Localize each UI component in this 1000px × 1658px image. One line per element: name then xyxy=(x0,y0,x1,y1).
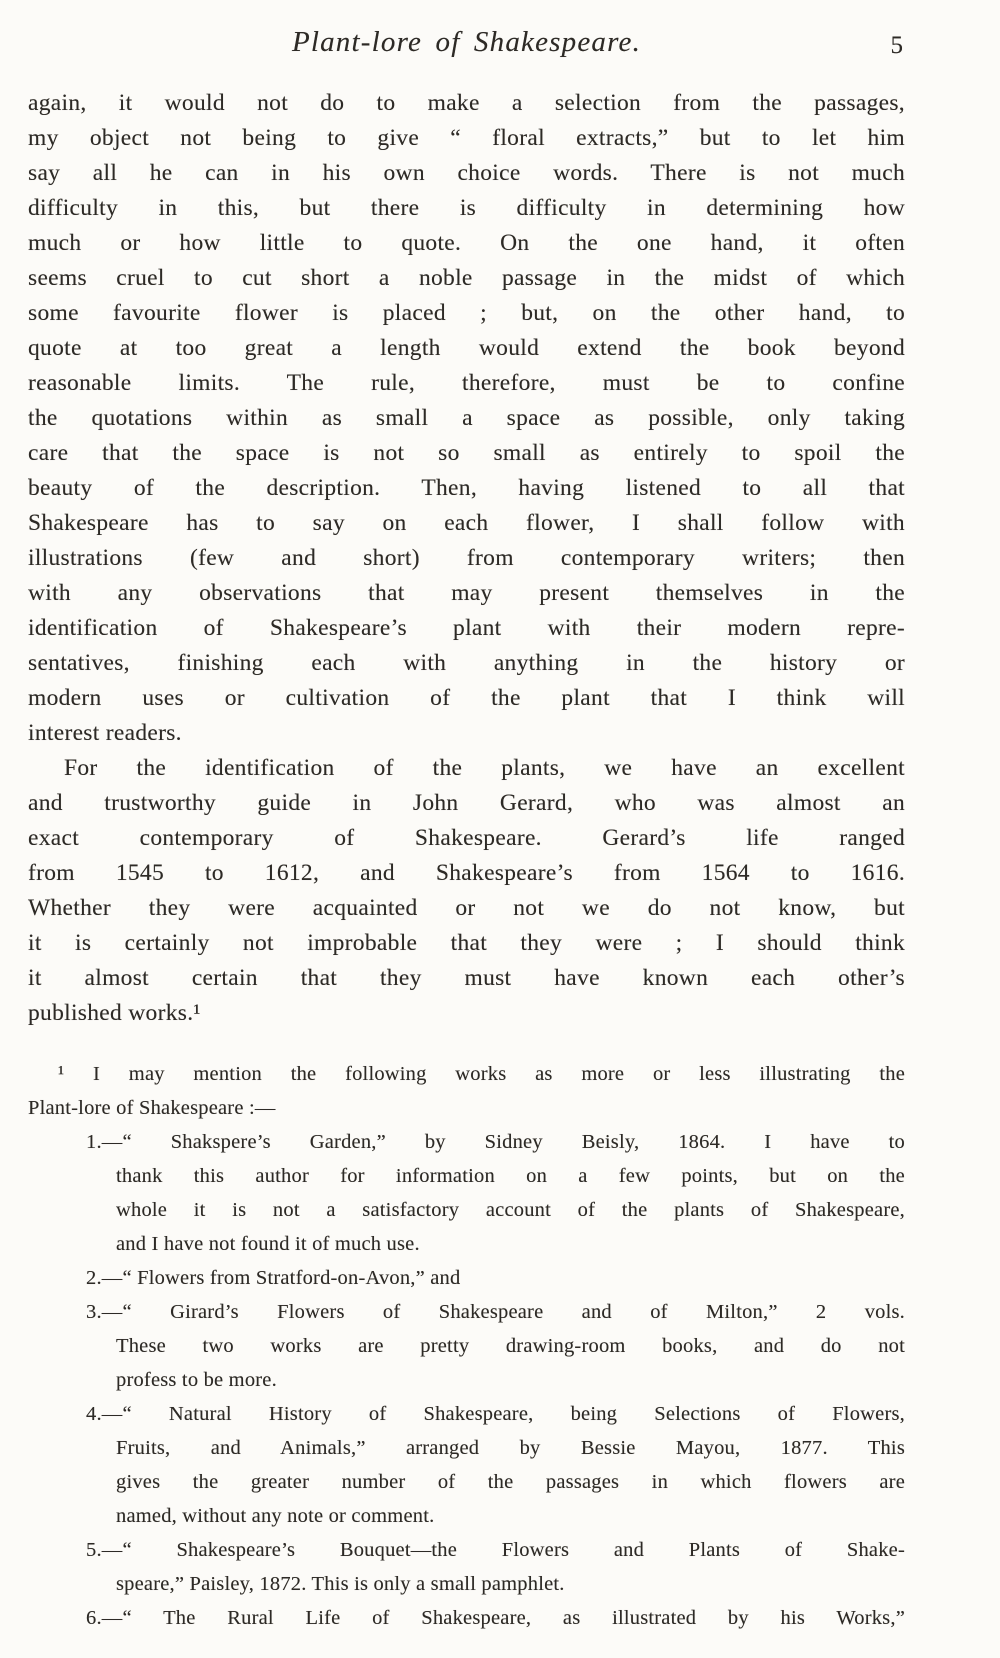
text-line: thank this author for information on a few points, but on the xyxy=(116,1165,905,1187)
text-line: modern uses or cultivation of the plant that I think will xyxy=(28,685,905,711)
footnote-item xyxy=(28,1601,905,1635)
text-line: quote at too great a length would extend the book beyond xyxy=(28,335,905,361)
text-line: These two works are pretty drawing-room books, and do not xyxy=(116,1335,905,1357)
text-line: it almost certain that they must have known each other’s xyxy=(28,965,905,991)
text-line: illustrations (few and short) from contemporary writers; then xyxy=(28,545,905,571)
footnote-item xyxy=(28,1261,905,1295)
text-line: published works.¹ xyxy=(28,1000,201,1026)
text-line: the quotations within as small a space as possible, only taking xyxy=(28,405,905,431)
text-line: profess to be more. xyxy=(116,1369,277,1391)
text-line: seems cruel to cut short a noble passage in the midst of which xyxy=(28,265,905,291)
text-line: interest readers. xyxy=(28,720,182,746)
text-line: much or how little to quote. On the one hand, it often xyxy=(28,230,905,256)
text-line: 5.—“ Shakespeare’s Bouquet—the Flowers and Plants of Shake- xyxy=(86,1539,905,1561)
footnote-item xyxy=(28,1533,905,1601)
text-line: 2.—“ Flowers from Stratford-on-Avon,” and xyxy=(86,1267,461,1289)
text-line: my object not being to give “ floral extracts,” but to let him xyxy=(28,125,905,151)
text-line: Plant-lore of Shakespeare :— xyxy=(28,1097,276,1119)
text-line: care that the space is not so small as entirely to spoil the xyxy=(28,440,905,466)
footnote-item xyxy=(28,1125,905,1261)
text-line: and I have not found it of much use. xyxy=(116,1233,420,1255)
text-line: identification of Shakespeare’s plant with their modern repre- xyxy=(28,615,905,641)
paragraph-1 xyxy=(28,86,905,751)
text-line: exact contemporary of Shakespeare. Gerard’s life ranged xyxy=(28,825,905,851)
text-line: For the identification of the plants, we have an excellent xyxy=(64,755,905,781)
text-line: 3.—“ Girard’s Flowers of Shakespeare and of Milton,” 2 vols. xyxy=(86,1301,905,1323)
text-line: speare,” Paisley, 1872. This is only a small pamphlet. xyxy=(116,1573,565,1595)
main-text xyxy=(28,86,905,1635)
text-line: 4.—“ Natural History of Shakespeare, being Selections of Flowers, xyxy=(86,1403,905,1425)
text-line: and trustworthy guide in John Gerard, who was almost an xyxy=(28,790,905,816)
page-number: 5 xyxy=(890,32,903,59)
text-line: again, it would not do to make a selection from the passages, xyxy=(28,90,905,116)
text-line: Shakespeare has to say on each flower, I shall follow with xyxy=(28,510,905,536)
text-line: say all he can in his own choice words. There is not much xyxy=(28,160,905,186)
running-title: Plant-lore of Shakespeare. xyxy=(291,26,642,58)
text-line: ¹ I may mention the following works as more or less illustrating the xyxy=(58,1063,905,1085)
text-line: with any observations that may present themselves in the xyxy=(28,580,905,606)
text-line: from 1545 to 1612, and Shakespeare’s from 1564 to 1616. xyxy=(28,860,905,886)
text-line: sentatives, finishing each with anything in the history or xyxy=(28,650,905,676)
footnote-item xyxy=(28,1295,905,1397)
footnote xyxy=(28,1057,905,1635)
text-line: 1.—“ Shakspere’s Garden,” by Sidney Beisly, 1864. I have to xyxy=(86,1131,905,1153)
text-line: gives the greater number of the passages in which flowers are xyxy=(116,1471,905,1493)
paragraph-2 xyxy=(28,751,905,1031)
footnote-intro xyxy=(28,1057,905,1125)
text-line: whole it is not a satisfactory account of the plants of Shakespeare, xyxy=(116,1199,905,1221)
page-header xyxy=(28,26,905,74)
text-line: beauty of the description. Then, having listened to all that xyxy=(28,475,905,501)
text-line: 6.—“ The Rural Life of Shakespeare, as illustrated by his Works,” xyxy=(86,1607,905,1629)
text-line: reasonable limits. The rule, therefore, must be to confine xyxy=(28,370,905,396)
text-line: Whether they were acquainted or not we do not know, but xyxy=(28,895,905,921)
text-line: it is certainly not improbable that they were ; I should think xyxy=(28,930,905,956)
text-line: difficulty in this, but there is difficulty in determining how xyxy=(28,195,905,221)
text-line: some favourite flower is placed ; but, on the other hand, to xyxy=(28,300,905,326)
text-line: named, without any note or comment. xyxy=(116,1505,435,1527)
text-line: Fruits, and Animals,” arranged by Bessie Mayou, 1877. This xyxy=(116,1437,905,1459)
footnote-item xyxy=(28,1397,905,1533)
